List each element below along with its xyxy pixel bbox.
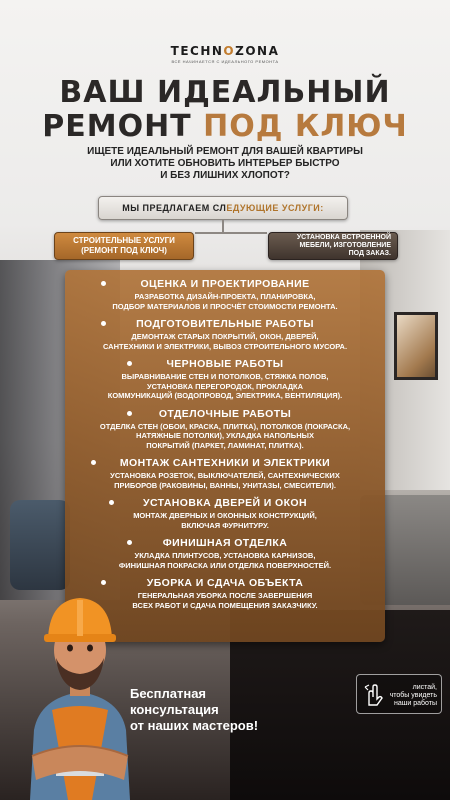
brand-tagline: ВСЁ НАЧИНАЕТСЯ С ИДЕАЛЬНОГО РЕМОНТА bbox=[171, 59, 279, 64]
service-item-title: УСТАНОВКА ДВЕРЕЙ И ОКОН bbox=[143, 497, 307, 509]
service-item-title: ФИНИШНАЯ ОТДЕЛКА bbox=[162, 537, 288, 549]
brand-name: TECHNOZONA bbox=[170, 44, 280, 58]
worker-illustration bbox=[20, 580, 140, 800]
title-line-2: РЕМОНТ ПОД КЛЮЧ bbox=[42, 109, 408, 144]
bullet-icon bbox=[127, 411, 132, 416]
background-painting bbox=[394, 312, 438, 380]
service-item-title: МОНТАЖ САНТЕХНИКИ И ЭЛЕКТРИКИ bbox=[119, 457, 331, 469]
consult-line: от наших мастеров! bbox=[130, 718, 259, 733]
service-item-title: ОЦЕНКА И ПРОЕКТИРОВАНИЕ bbox=[140, 278, 310, 290]
service-item bbox=[71, 497, 379, 530]
intro-text bbox=[40, 146, 410, 182]
bullet-icon bbox=[101, 281, 106, 286]
service-item-desc: РАЗРАБОТКА ДИЗАЙН-ПРОЕКТА, ПЛАНИРОВКА, ПОДБОР МАТЕРИАЛОВ И ПРОСЧЁТ СТОИМОСТИ РЕМОНТА. bbox=[112, 292, 338, 311]
connector-line bbox=[222, 220, 224, 232]
bullet-icon bbox=[101, 321, 106, 326]
brand-logo bbox=[0, 44, 450, 64]
bullet-icon bbox=[91, 460, 96, 465]
service-item-desc: ГЕНЕРАЛЬНАЯ УБОРКА ПОСЛЕ ЗАВЕРШЕНИЯ ВСЕХ РАБОТ И СДАЧА ПОМЕЩЕНИЯ ЗАКАЗЧИКУ. bbox=[132, 591, 318, 610]
free-consultation-text bbox=[130, 686, 280, 734]
bullet-icon bbox=[127, 361, 132, 366]
service-item-desc: УКЛАДКА ПЛИНТУСОВ, УСТАНОВКА КАРНИЗОВ, ФИНИШНАЯ ПОКРАСКА ИЛИ ОТДЕЛКА ПОВЕРХНОСТЕЙ. bbox=[118, 551, 332, 570]
connector-line bbox=[195, 232, 267, 234]
bullet-icon bbox=[109, 500, 114, 505]
service-item bbox=[71, 318, 379, 351]
swipe-hint-button[interactable] bbox=[356, 674, 442, 714]
service-item bbox=[71, 278, 379, 311]
service-item-desc: МОНТАЖ ДВЕРНЫХ И ОКОННЫХ КОНСТРУКЦИЙ, ВКЛЮЧАЯ ФУРНИТУРУ. bbox=[133, 511, 317, 530]
service-item-title: УБОРКА И СДАЧА ОБЪЕКТА bbox=[146, 577, 304, 589]
service-item bbox=[71, 537, 379, 570]
service-item-title: ЧЕРНОВЫЕ РАБОТЫ bbox=[166, 358, 284, 370]
bullet-icon bbox=[127, 540, 132, 545]
title-line-1: ВАШ ИДЕАЛЬНЫЙ bbox=[59, 75, 391, 110]
service-item bbox=[71, 408, 379, 451]
intro-line: ИЛИ ХОТИТЕ ОБНОВИТЬ ИНТЕРЬЕР БЫСТРО bbox=[110, 158, 340, 169]
consult-line: Бесплатная bbox=[130, 686, 207, 701]
service-item-desc: ВЫРАВНИВАНИЕ СТЕН И ПОТОЛКОВ, СТЯЖКА ПОЛОВ, УСТАНОВКА ПЕРЕГОРОДОК, ПРОКЛАДКА КОММУНИКАЦИЙ (ВОДОПРОВОД, ЭЛЕКТРИКА, ВЕНТИЛЯЦИЯ). bbox=[107, 372, 343, 400]
swipe-hint-text: листай, чтобы увидеть наши работы bbox=[389, 684, 437, 707]
intro-line: ИЩЕТЕ ИДЕАЛЬНЫЙ РЕМОНТ ДЛЯ ВАШЕЙ КВАРТИРЫ bbox=[87, 146, 363, 157]
service-furniture-button[interactable]: УСТАНОВКА ВСТРОЕННОЙ МЕБЕЛИ, ИЗГОТОВЛЕНИЕ ПОД ЗАКАЗ. bbox=[268, 232, 398, 260]
service-item-title: ОТДЕЛОЧНЫЕ РАБОТЫ bbox=[158, 407, 292, 420]
offer-heading: МЫ ПРЕДЛАГАЕМ СЛ ЕДУЮЩИЕ УСЛУГИ: bbox=[98, 196, 348, 220]
page-title bbox=[0, 76, 450, 144]
consult-line: консультация bbox=[130, 702, 219, 717]
service-item bbox=[71, 457, 379, 490]
intro-line: И БЕЗ ЛИШНИХ ХЛОПОТ? bbox=[160, 170, 290, 181]
background-chair bbox=[10, 500, 70, 590]
service-item-desc: УСТАНОВКА РОЗЕТОК, ВЫКЛЮЧАТЕЛЕЙ, САНТЕХНИЧЕСКИХ ПРИБОРОВ (РАКОВИНЫ, ВАННЫ, УНИТАЗЫ, СМЕСИТЕЛИ). bbox=[110, 471, 340, 490]
service-item-desc: ОТДЕЛКА СТЕН (ОБОИ, КРАСКА, ПЛИТКА), ПОТОЛКОВ (ПОКРАСКА, НАТЯЖНЫЕ ПОТОЛКИ), УКЛАДКА НАПОЛЬНЫХ ПОКРЫТИЙ (ПАРКЕТ, ЛАМИНАТ, ПЛИТКА). bbox=[99, 421, 351, 450]
service-item-title: ПОДГОТОВИТЕЛЬНЫЕ РАБОТЫ bbox=[136, 318, 314, 330]
service-item-desc: ДЕМОНТАЖ СТАРЫХ ПОКРЫТИЙ, ОКОН, ДВЕРЕЙ, САНТЕХНИКИ И ЭЛЕКТРИКИ, ВЫВОЗ СТРОИТЕЛЬНОГО МУСОРА. bbox=[102, 332, 348, 351]
service-item bbox=[71, 358, 379, 401]
service-construction-button[interactable]: СТРОИТЕЛЬНЫЕ УСЛУГИ (РЕМОНТ ПОД КЛЮЧ) bbox=[54, 232, 194, 260]
